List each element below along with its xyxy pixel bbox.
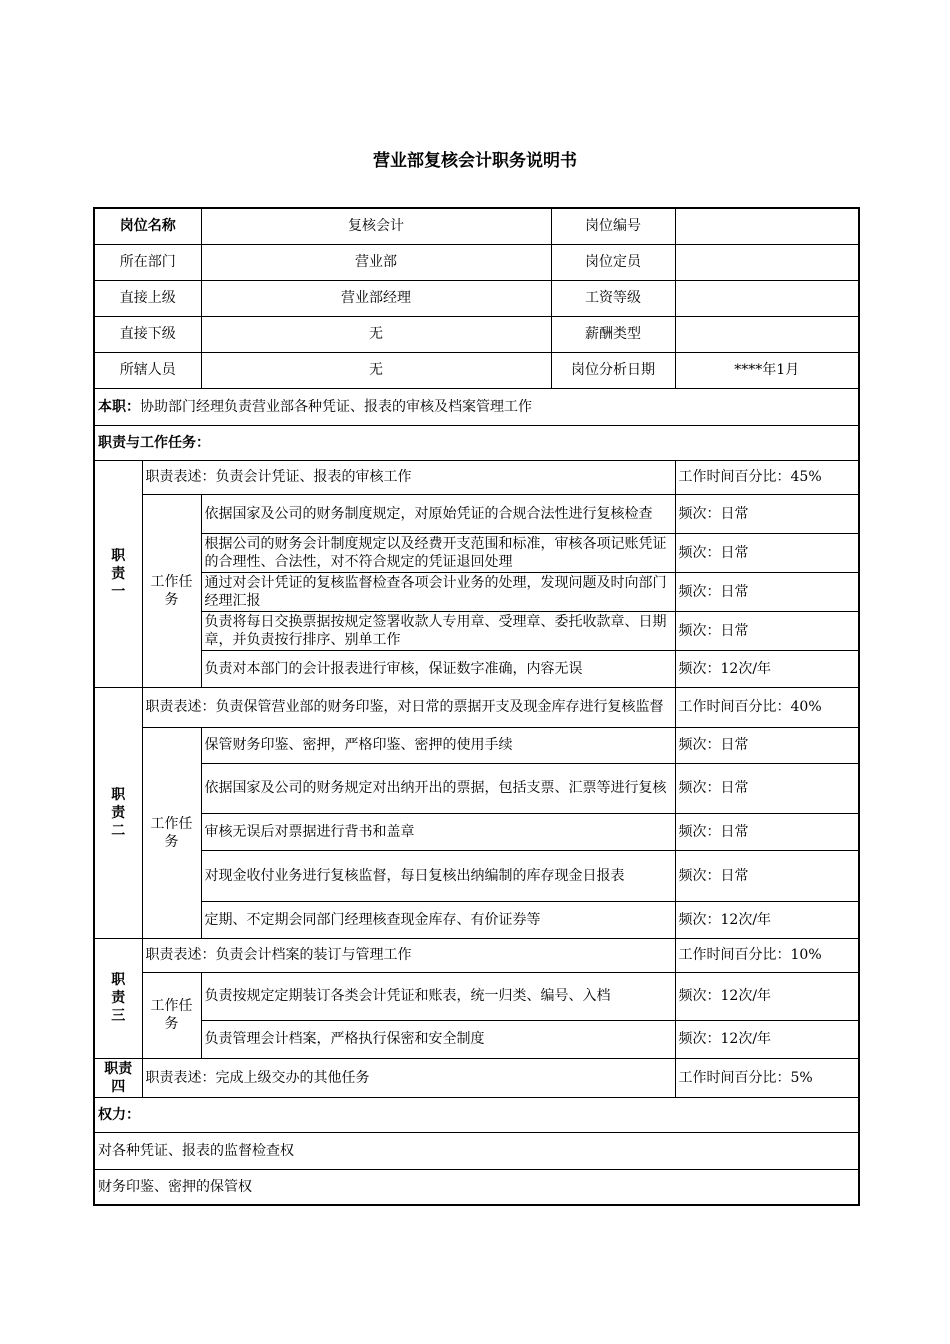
task-row	[94, 901, 859, 938]
subordinate-label: 直接下级	[94, 316, 201, 352]
task-row	[94, 972, 859, 1020]
salary-grade-value	[675, 280, 859, 316]
task-row	[94, 650, 859, 687]
task-row	[94, 813, 859, 850]
duties-heading: 职责与工作任务：	[94, 425, 859, 460]
main-duty-text: 协助部门经理负责营业部各种凭证、报表的审核及档案管理工作	[140, 398, 532, 415]
task-row	[94, 850, 859, 901]
duty-1-label: 职 责 一	[94, 460, 142, 687]
duty-2-task-label: 工作任务	[142, 727, 201, 938]
duty-2-desc: 职责表述：负责保管营业部的财务印鉴，对日常的票据开支及现金库存进行复核监督	[142, 687, 675, 727]
duty-row	[94, 1058, 859, 1097]
task-text: 负责将每日交换票据按规定签署收款人专用章、受理章、委托收款章、日期章，并负责按行排序、别单工作	[201, 611, 675, 650]
task-row	[94, 533, 859, 572]
position-name-value: 复核会计	[201, 208, 551, 244]
department-value: 营业部	[201, 244, 551, 280]
position-code-label: 岗位编号	[551, 208, 675, 244]
salary-grade-label: 工资等级	[551, 280, 675, 316]
subordinate-value: 无	[201, 316, 551, 352]
pay-type-value	[675, 316, 859, 352]
pay-type-label: 薪酬类型	[551, 316, 675, 352]
duty-1-percent: 工作时间百分比：45%	[675, 460, 859, 494]
task-text: 保管财务印鉴、密押，严格印鉴、密押的使用手续	[201, 727, 675, 763]
supervisor-value: 营业部经理	[201, 280, 551, 316]
task-frequency: 频次：日常	[675, 572, 859, 611]
headcount-value	[675, 244, 859, 280]
headcount-label: 岗位定员	[551, 244, 675, 280]
duty-2-label: 职 责 二	[94, 687, 142, 938]
analysis-date-value: ****年1月	[675, 352, 859, 388]
task-row	[94, 763, 859, 813]
task-frequency: 频次：日常	[675, 763, 859, 813]
duty-1-desc: 职责表述：负责会计凭证、报表的审核工作	[142, 460, 675, 494]
task-row	[94, 611, 859, 650]
authority-heading: 权力：	[94, 1097, 859, 1132]
task-frequency: 频次：日常	[675, 611, 859, 650]
task-frequency: 频次：12次/年	[675, 972, 859, 1020]
task-frequency: 频次：日常	[675, 533, 859, 572]
task-text: 依据国家及公司的财务制度规定，对原始凭证的合规合法性进行复核检查	[201, 494, 675, 533]
task-frequency: 频次：12次/年	[675, 901, 859, 938]
task-text: 依据国家及公司的财务规定对出纳开出的票据，包括支票、汇票等进行复核	[201, 763, 675, 813]
header-row	[94, 352, 859, 388]
task-row	[94, 1020, 859, 1058]
task-frequency: 频次：日常	[675, 494, 859, 533]
duty-4-percent: 工作时间百分比：5%	[675, 1058, 859, 1097]
task-frequency: 频次：日常	[675, 813, 859, 850]
header-row	[94, 280, 859, 316]
duty-1-task-label: 工作任务	[142, 494, 201, 687]
header-row	[94, 208, 859, 244]
task-text: 负责管理会计档案，严格执行保密和安全制度	[201, 1020, 675, 1058]
task-frequency: 频次：12次/年	[675, 650, 859, 687]
task-frequency: 频次：日常	[675, 727, 859, 763]
main-duty-row	[94, 388, 859, 425]
authority-item: 对各种凭证、报表的监督检查权	[94, 1132, 859, 1169]
task-row	[94, 494, 859, 533]
supervisor-label: 直接上级	[94, 280, 201, 316]
staff-value: 无	[201, 352, 551, 388]
duties-heading-row	[94, 425, 859, 460]
job-description-table	[93, 207, 860, 1206]
task-text: 根据公司的财务会计制度规定以及经费开支范围和标准，审核各项记账凭证的合理性、合法性，对不符合规定的凭证退回处理	[201, 533, 675, 572]
authority-row	[94, 1169, 859, 1205]
authority-row	[94, 1132, 859, 1169]
position-name-label: 岗位名称	[94, 208, 201, 244]
analysis-date-label: 岗位分析日期	[551, 352, 675, 388]
duty-2-percent: 工作时间百分比：40%	[675, 687, 859, 727]
task-text: 审核无误后对票据进行背书和盖章	[201, 813, 675, 850]
main-duty-label: 本职：	[98, 398, 140, 415]
task-text: 负责按规定定期装订各类会计凭证和账表，统一归类、编号、入档	[201, 972, 675, 1020]
header-row	[94, 244, 859, 280]
task-text: 通过对会计凭证的复核监督检查各项会计业务的处理，发现问题及时向部门经理汇报	[201, 572, 675, 611]
task-text: 定期、不定期会同部门经理核查现金库存、有价证券等	[201, 901, 675, 938]
position-code-value	[675, 208, 859, 244]
duty-3-label: 职 责 三	[94, 938, 142, 1058]
task-text: 负责对本部门的会计报表进行审核，保证数字准确，内容无误	[201, 650, 675, 687]
task-text: 对现金收付业务进行复核监督，每日复核出纳编制的库存现金日报表	[201, 850, 675, 901]
duty-row	[94, 687, 859, 727]
duty-4-desc: 职责表述：完成上级交办的其他任务	[142, 1058, 675, 1097]
duty-row	[94, 938, 859, 972]
department-label: 所在部门	[94, 244, 201, 280]
authority-heading-row	[94, 1097, 859, 1132]
authority-item: 财务印鉴、密押的保管权	[94, 1169, 859, 1205]
task-row	[94, 727, 859, 763]
duty-4-label: 职责 四	[94, 1058, 142, 1097]
task-frequency: 频次：12次/年	[675, 1020, 859, 1058]
duty-3-task-label: 工作任务	[142, 972, 201, 1058]
task-frequency: 频次：日常	[675, 850, 859, 901]
header-row	[94, 316, 859, 352]
duty-3-desc: 职责表述：负责会计档案的装订与管理工作	[142, 938, 675, 972]
duty-3-percent: 工作时间百分比：10%	[675, 938, 859, 972]
page-title: 营业部复核会计职务说明书	[373, 151, 577, 171]
task-row	[94, 572, 859, 611]
staff-label: 所辖人员	[94, 352, 201, 388]
duty-row	[94, 460, 859, 494]
